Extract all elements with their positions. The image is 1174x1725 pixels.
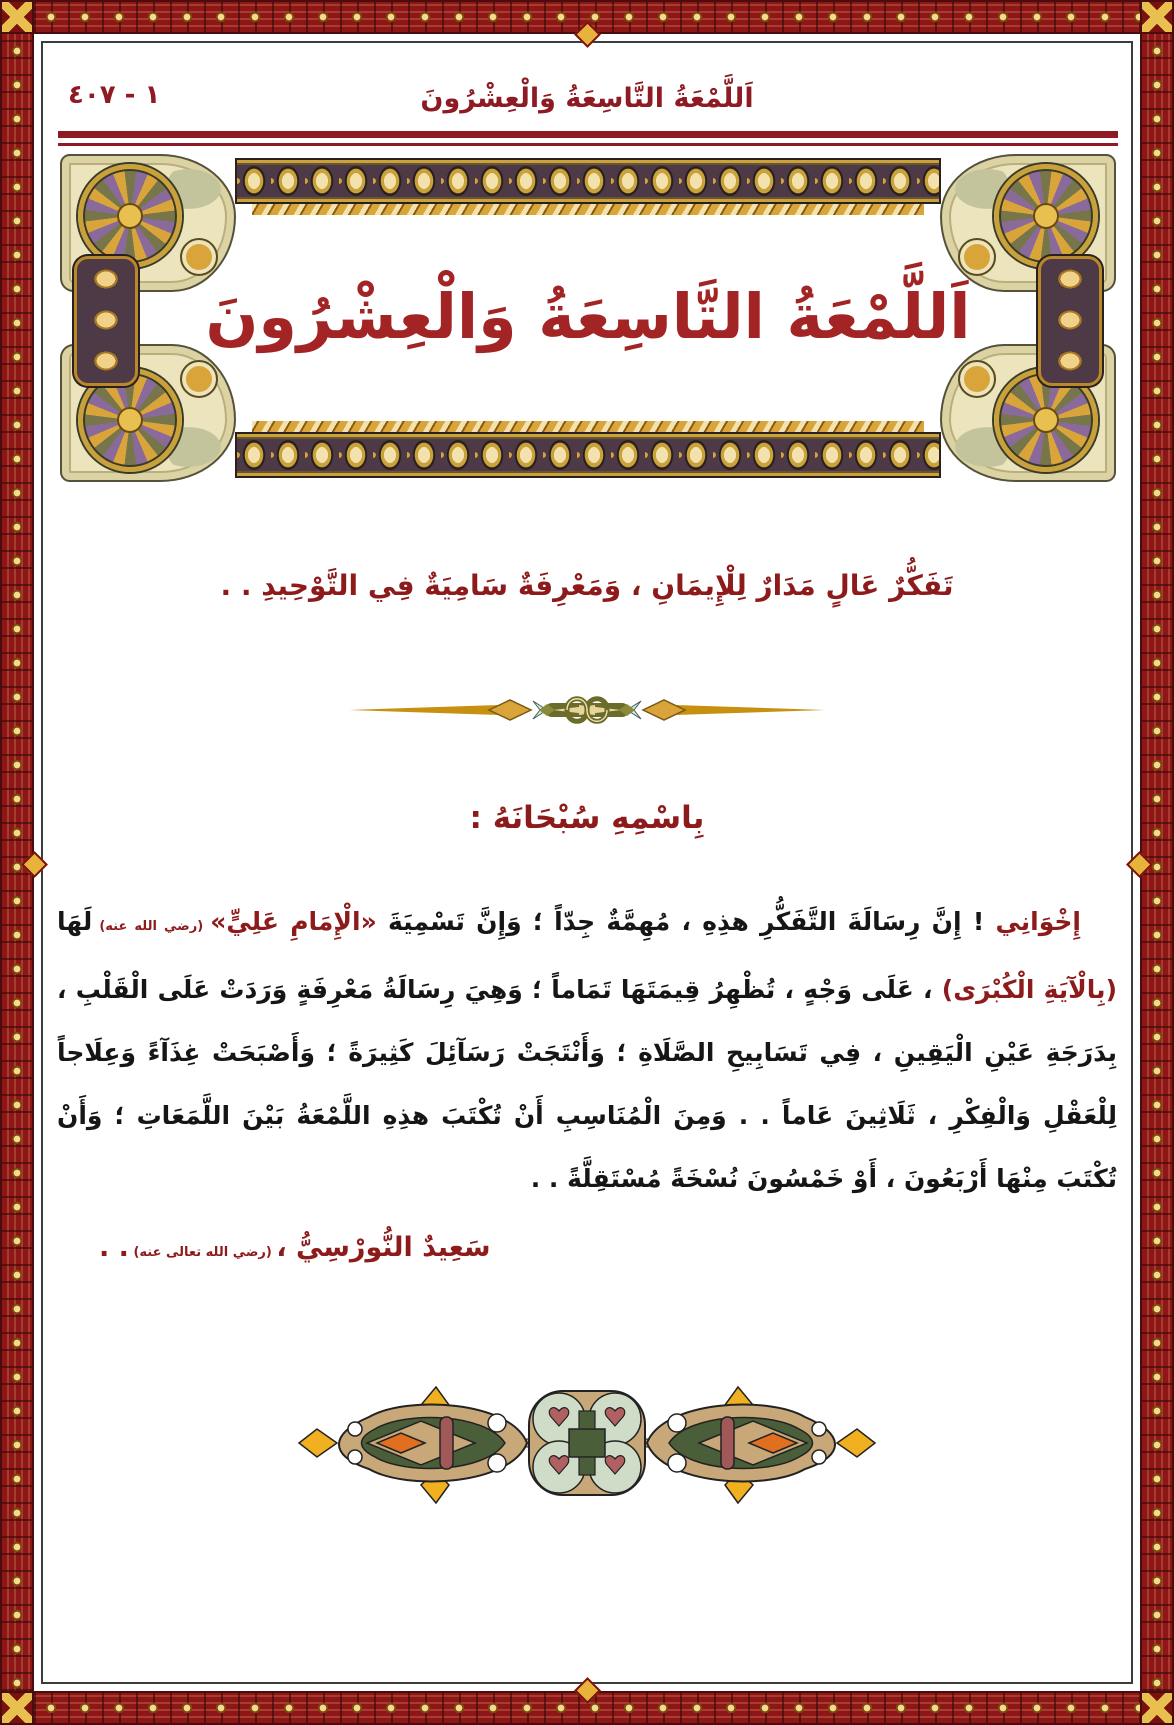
rule-thin: [58, 143, 1118, 146]
page-header: [58, 76, 1116, 122]
plate-band-top: [237, 160, 939, 202]
divider-ornament: [0, 688, 1174, 732]
paragraph-line: [57, 958, 1117, 1021]
paragraph-line: [57, 890, 1117, 958]
basmala-line: بِاسْمِهِ سُبْحَانَهُ :: [469, 800, 705, 836]
running-title: اَللَّمْعَةُ التَّاسِعَةُ وَالْعِشْرُونَ: [420, 83, 754, 114]
border-corner-cross-icon: [0, 1691, 34, 1725]
text-red: (بِالْآيَةِ الْكُبْرَى): [941, 975, 1117, 1004]
author-signature: [57, 1218, 1117, 1283]
main-paragraph: [57, 890, 1117, 1210]
epigraph: تَفَكُّرٌ عَالٍ مَدَارٌ لِلْإِيمَانِ ، وَمَعْرِفَةٌ سَامِيَةٌ فِي التَّوْحِيدِ . .: [220, 569, 954, 602]
paragraph-line: [57, 1021, 1117, 1084]
chapter-title: اَللَّمْعَةُ التَّاسِعَةُ وَالْعِشْرُونَ: [205, 280, 971, 354]
corner-knob-icon: [180, 360, 218, 398]
page-number: ١ - ٤٠٧: [68, 80, 161, 110]
text-black: ! إِنَّ رِسَالَةَ التَّفَكُّرِ هذِهِ ، مُهِمَّةٌ جِدّاً ؛ وَإِنَّ تَسْمِيَةَ: [376, 907, 996, 936]
corner-knob-icon: [958, 238, 996, 276]
text-black: لَهَا: [57, 907, 93, 936]
border-corner-cross-icon: [1140, 1691, 1174, 1725]
title-plate: [62, 156, 1114, 480]
footer-ornament: [0, 1383, 1174, 1508]
gold-arrow-knot-divider-icon: [347, 688, 827, 732]
border-corner-cross-icon: [0, 0, 34, 34]
plate-trim-bottom: [252, 421, 924, 432]
border-corner-cross-icon: [1140, 0, 1174, 34]
corner-medallion-icon: [994, 164, 1098, 268]
plate-band-bottom: [237, 434, 939, 476]
text-black: بِدَرَجَةِ عَيْنِ الْيَقِينِ ، فِي تَسَابِيحِ الصَّلَاةِ ؛ وَأَنْتَجَتْ رَسَآئِلَ كَثِيرَةً ؛ وَأَصْبَحَتْ غِذَآءً وَعِلَاجاً: [57, 1038, 1117, 1067]
corner-knob-icon: [180, 238, 218, 276]
rule-thick: [58, 131, 1118, 138]
text-black: تُكْتَبَ مِنْهَا أَرْبَعُونَ ، أَوْ خَمْسُونَ نُسْخَةً مُسْتَقِلَّةً . .: [530, 1164, 1117, 1193]
plate-trim-top: [252, 204, 924, 215]
signature-name: سَعِيدٌ النُّورْسِيُّ ،: [276, 1232, 491, 1263]
text-red: إِخْوَانِي: [995, 907, 1081, 936]
text-black: ، عَلَى وَجْهٍ ، تُظْهِرُ قِيمَتَهَا تَمَاماً ؛ وَهِيَ رِسَالَةُ مَعْرِفَةٍ وَرَدَتْ عَلَى الْقَلْبِ ،: [57, 975, 942, 1004]
paragraph-line: [57, 1084, 1117, 1147]
header-double-rule: [58, 131, 1118, 146]
text-black: لِلْعَقْلِ وَالْفِكْرِ ، ثَلَاثِينَ عَاماً . . وَمِنَ الْمُنَاسِبِ أَنْ تُكْتَبَ هذِهِ اللَّمْعَةُ بَيْنَ اللَّمَعَاتِ ؛ وَأَنْ: [57, 1101, 1117, 1130]
text-red: «الْإِمَامِ عَلِيٍّ»: [210, 907, 377, 936]
paragraph-line: [57, 1147, 1117, 1210]
corner-medallion-icon: [78, 164, 182, 268]
signature-trail: . .: [99, 1232, 129, 1263]
corner-knob-icon: [958, 360, 996, 398]
arabesque-tailpiece-icon: [297, 1383, 877, 1508]
honorific-seal: (رضي الله تعالى عنه): [128, 1245, 277, 1260]
honorific-seal: (رضي الله عنه): [92, 919, 211, 934]
